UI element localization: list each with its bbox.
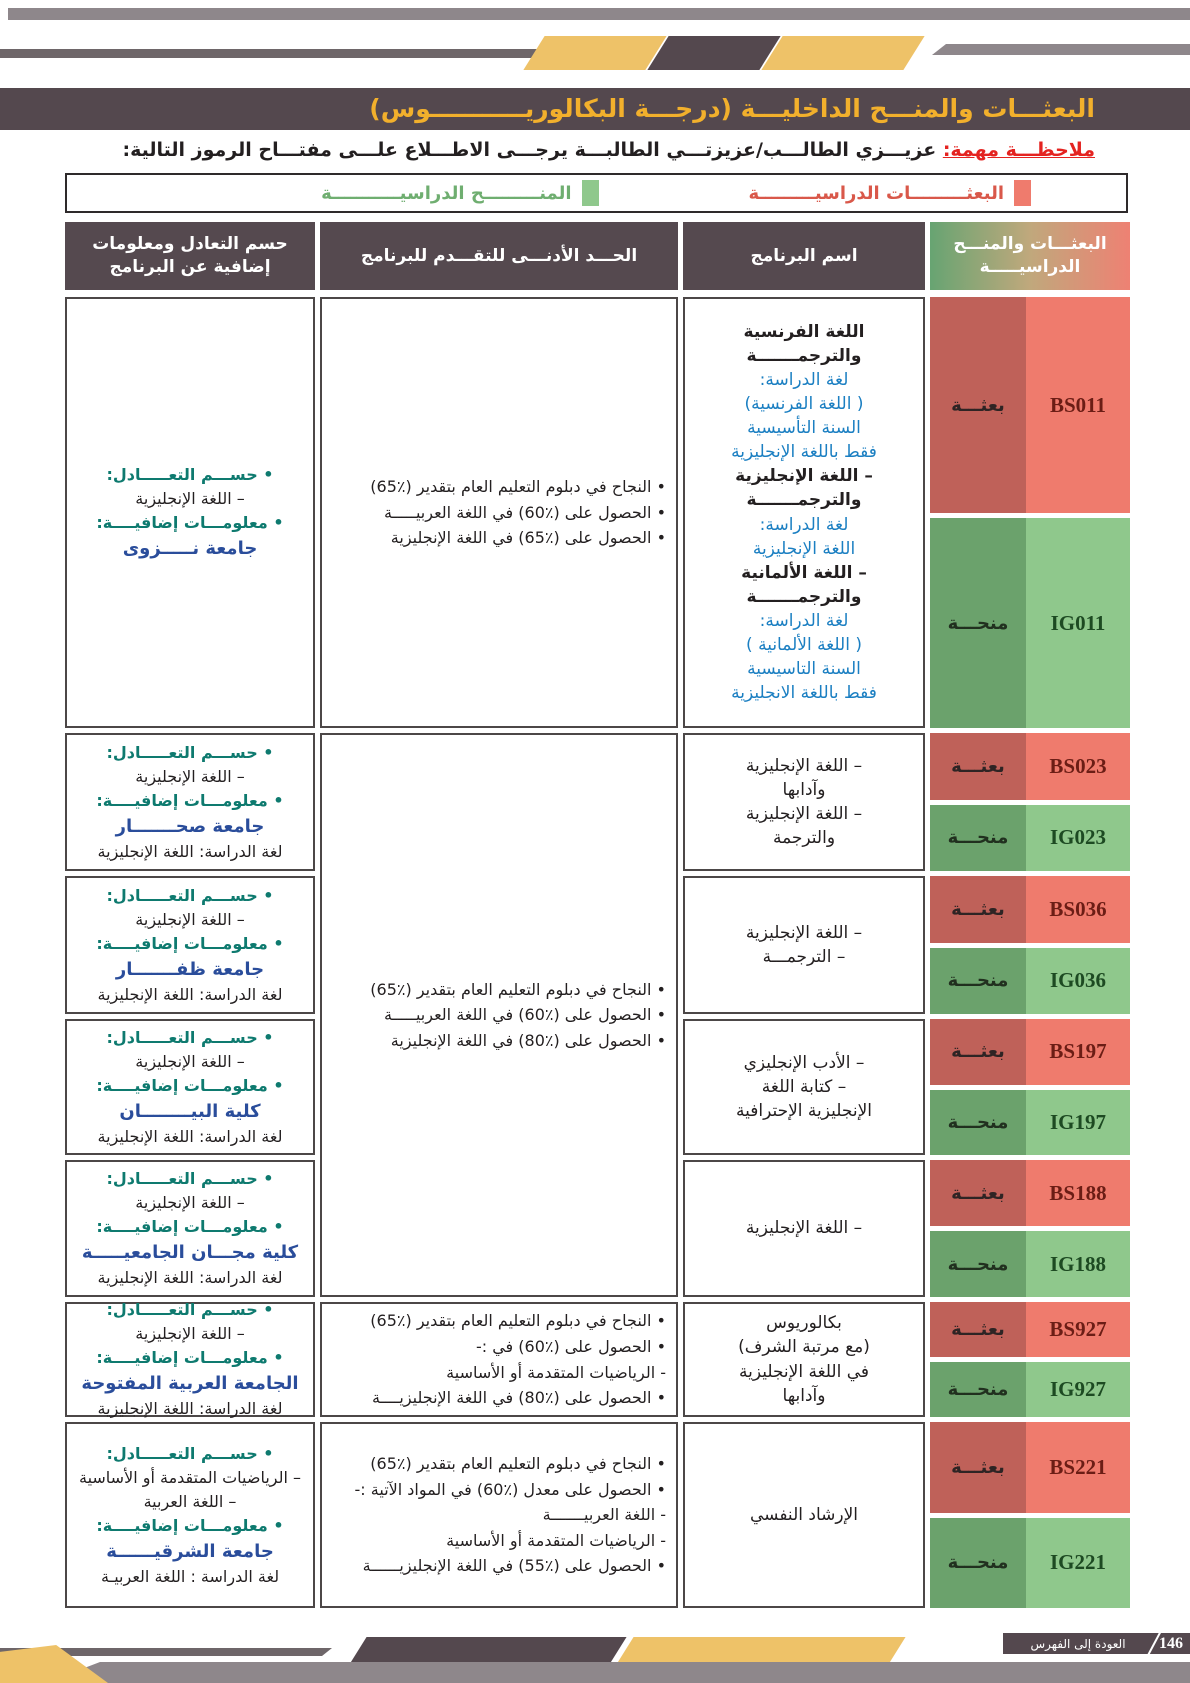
equivalency-info-cell xyxy=(65,733,315,871)
text-line: • معلومـــات إضافيــــة: xyxy=(96,1217,284,1236)
scholarship-legend-label: البعثـــــــــات الدراسيـــــــــة xyxy=(748,182,1004,204)
text-line: - الرياضيات المتقدمة أو الأساسية xyxy=(446,1362,666,1382)
code-value: IG927 xyxy=(1026,1362,1130,1417)
text-line: والترجمـــــــة xyxy=(746,586,862,607)
minimum-requirements-cell xyxy=(320,297,678,728)
text-line: الجامعة العربية المفتوحة xyxy=(81,1373,299,1394)
legend-item-scholarship xyxy=(749,180,1031,206)
text-line: جامعة صحـــــــار xyxy=(115,815,265,837)
header-codes-line1: البعثـــات والمنـــح xyxy=(953,234,1107,255)
note-text: عزيـــزي الطالـــب/عزيزتـــي الطالبـــة يرجـــى الاطـــلاع علـــى مفتـــاح الرموز التالية: xyxy=(122,139,943,161)
text-line: • الحصول على (٪60) في :- xyxy=(475,1336,666,1356)
table-body xyxy=(65,297,1130,1608)
code-type-label: منحـــة xyxy=(930,518,1026,728)
code-value: BS011 xyxy=(1026,297,1130,513)
scholarship-code-block xyxy=(930,1422,1130,1513)
text-line: • النجاح في دبلوم التعليم العام بتقدير (٪65) xyxy=(370,1311,666,1331)
text-line: ( اللغة الفرنسية) xyxy=(744,393,864,414)
equivalency-info-cell xyxy=(65,1160,315,1297)
top-yellow-parallelogram-2 xyxy=(761,36,924,70)
code-type-label: بعثـــة xyxy=(930,297,1026,513)
text-line: – اللغة الإنجليزية xyxy=(135,1324,245,1343)
code-value: IG188 xyxy=(1026,1231,1130,1297)
text-line: • النجاح في دبلوم التعليم العام بتقدير (٪65) xyxy=(370,1454,666,1474)
text-line: • معلومـــات إضافيــــة: xyxy=(96,1515,284,1535)
code-type-label: بعثـــة xyxy=(930,1302,1026,1357)
text-line: – اللغة الإنجليزية xyxy=(135,489,245,508)
text-line: – اللغة الإنجليزية xyxy=(735,466,873,487)
codes-cell xyxy=(930,1160,1130,1297)
text-line: لغة الدراسة: اللغة الإنجليزية xyxy=(97,1268,283,1287)
page-title: البعثـــات والمنـــح الداخليـــة (درجـــة البكالوريـــــــــــوس) xyxy=(0,88,1190,130)
text-line: لغة الدراسة: اللغة الإنجليزية xyxy=(97,841,283,861)
code-type-label: بعثـــة xyxy=(930,1422,1026,1513)
page-number: 146 xyxy=(1159,1634,1183,1652)
program-name-cell xyxy=(683,733,925,871)
text-line: • الحصول على (٪80) في اللغة الإنجليزيــــة xyxy=(372,1388,666,1408)
header-program-column: اسم البرنامج xyxy=(683,222,925,290)
grant-legend-label: المنـــــــــح الدراسيـــــــــــة xyxy=(321,182,572,204)
text-line: - اللغة العربيـــــــة xyxy=(542,1505,666,1525)
minimum-requirements-cell xyxy=(320,1422,678,1608)
equivalency-info-cell xyxy=(65,1302,315,1417)
text-line: • الحصول على (٪80) في اللغة الإنجليزية xyxy=(390,1030,666,1050)
text-line: وآدابها xyxy=(782,1385,826,1406)
text-line: – اللغة الإنجليزية xyxy=(135,766,245,786)
text-line: • حســـم التعـــــادل: xyxy=(106,1300,274,1319)
text-line: – اللغة الإنجليزية xyxy=(745,755,863,776)
text-line: – اللغة الإنجليزية xyxy=(745,922,863,943)
text-line: – اللغة الإنجليزية xyxy=(745,1218,863,1239)
text-line: والترجمـــــــة xyxy=(746,345,862,366)
scholarship-code-block xyxy=(930,297,1130,513)
scholarship-code-block xyxy=(930,1302,1130,1357)
code-type-label: منحـــة xyxy=(930,1090,1026,1156)
text-line: – اللغة الإنجليزية xyxy=(135,1051,245,1071)
legend-box xyxy=(65,173,1128,213)
grant-code-block xyxy=(930,1090,1130,1156)
grant-code-block xyxy=(930,518,1130,728)
text-line: – اللغة العربية xyxy=(143,1491,237,1511)
text-line: • معلومـــات إضافيــــة: xyxy=(96,1348,284,1367)
text-line: • الحصول على (٪60) في اللغة العربيـــــة xyxy=(383,1005,666,1025)
code-type-label: بعثـــة xyxy=(930,1160,1026,1226)
text-line: – الأدب الإنجليزي xyxy=(743,1052,865,1073)
code-value: IG197 xyxy=(1026,1090,1130,1156)
text-line: والترجمـــــــة xyxy=(746,490,862,511)
text-line: جامعة ظفـــــــار xyxy=(115,958,265,980)
text-line: كلية البيــــــــان xyxy=(119,1100,261,1122)
text-line: • الحصول على (٪60) في اللغة العربيـــــة xyxy=(383,502,666,522)
text-line: • النجاح في دبلوم التعليم العام بتقدير (٪65) xyxy=(370,979,666,999)
text-line: • حســـم التعـــــادل: xyxy=(106,885,274,905)
equivalency-info-cell xyxy=(65,1422,315,1608)
text-line: • معلومـــات إضافيــــة: xyxy=(96,790,284,810)
text-line: السنة التاسيسية xyxy=(747,659,861,680)
program-name-cell xyxy=(683,1160,925,1297)
code-type-label: منحـــة xyxy=(930,1362,1026,1417)
code-value: IG036 xyxy=(1026,948,1130,1015)
text-line: – كتابة اللغة xyxy=(761,1076,847,1097)
grant-code-block xyxy=(930,1231,1130,1297)
text-line: الإنجليزية الإحترافية xyxy=(735,1101,873,1122)
text-line: – اللغة الإنجليزية xyxy=(135,909,245,929)
text-line: لغة الدراسة: اللغة الإنجليزية xyxy=(97,984,283,1004)
equivalency-info-cell xyxy=(65,1019,315,1155)
text-line: كلية مجـــان الجامعيـــــة xyxy=(81,1242,299,1263)
program-name-cell xyxy=(683,1302,925,1417)
code-value: BS927 xyxy=(1026,1302,1130,1357)
text-line: والترجمة xyxy=(772,828,836,849)
code-type-label: منحـــة xyxy=(930,948,1026,1015)
code-type-label: منحـــة xyxy=(930,805,1026,872)
code-type-label: بعثـــة xyxy=(930,1019,1026,1085)
code-value: IG221 xyxy=(1026,1518,1130,1609)
text-line: اللغة الإنجليزية xyxy=(752,538,856,559)
program-name-cell xyxy=(683,1422,925,1608)
text-line: • الحصول على (٪55) في اللغة الإنجليزيــــــة xyxy=(362,1556,666,1576)
text-line: • حســـم التعـــــادل: xyxy=(106,465,274,484)
header-codes-line2: الدراسيـــــة xyxy=(979,257,1081,277)
codes-cell xyxy=(930,1019,1130,1155)
table-header xyxy=(65,222,1130,290)
scholarship-code-block xyxy=(930,876,1130,943)
text-line: السنة التأسيسية xyxy=(747,418,861,438)
text-line: – اللغة الألمانية xyxy=(741,562,867,583)
text-line: فقط باللغة الانجليزية xyxy=(731,683,877,704)
text-line: – اللغة الإنجليزية xyxy=(745,804,863,824)
text-line: – الترجمـــة xyxy=(762,947,846,967)
text-line: • معلومـــات إضافيــــة: xyxy=(96,1075,284,1095)
header-codes-column xyxy=(930,222,1130,290)
code-value: BS036 xyxy=(1026,876,1130,943)
grant-code-block xyxy=(930,948,1130,1015)
text-line: • الحصول على (٪65) في اللغة الإنجليزية xyxy=(390,528,666,548)
scholarship-color-swatch xyxy=(1014,180,1031,206)
text-line: لغة الدراسة: اللغة الإنجليزية xyxy=(97,1399,283,1418)
text-line: • معلومـــات إضافيــــة: xyxy=(96,513,284,532)
minimum-requirements-cell xyxy=(320,733,678,1297)
header-info-line1: حسم التعادل ومعلومات xyxy=(92,234,288,255)
top-purple-parallelogram xyxy=(647,36,780,70)
text-line: لغة الدراسة: xyxy=(759,611,849,631)
code-value: BS221 xyxy=(1026,1422,1130,1513)
text-line: • حســـم التعـــــادل: xyxy=(106,1027,274,1047)
top-thin-bar xyxy=(0,49,557,58)
text-line: (مع مرتبة الشرف) xyxy=(738,1337,870,1358)
text-line: • النجاح في دبلوم التعليم العام بتقدير (٪65) xyxy=(370,477,666,497)
grant-color-swatch xyxy=(582,180,599,206)
code-value: BS197 xyxy=(1026,1019,1130,1085)
scholarship-code-block xyxy=(930,1160,1130,1226)
text-line: – اللغة الإنجليزية xyxy=(135,1193,245,1212)
top-gray-bar xyxy=(8,8,1190,20)
minimum-requirements-cell xyxy=(320,1302,678,1417)
text-line: - الرياضيات المتقدمة أو الأساسية xyxy=(446,1530,666,1550)
text-line: اللغة الفرنسية xyxy=(743,321,865,342)
text-line: فقط باللغة الإنجليزية xyxy=(731,442,877,463)
equivalency-info-cell xyxy=(65,876,315,1014)
top-yellow-parallelogram-1 xyxy=(523,36,666,70)
code-type-label: بعثـــة xyxy=(930,733,1026,800)
codes-cell xyxy=(930,1422,1130,1608)
program-name-cell xyxy=(683,1019,925,1155)
back-to-index-button[interactable] xyxy=(1003,1633,1190,1654)
text-line: وآدابها xyxy=(782,779,826,800)
text-line: • حســـم التعـــــادل: xyxy=(106,1169,274,1188)
code-type-label: منحـــة xyxy=(930,1231,1026,1297)
code-value: IG011 xyxy=(1026,518,1130,728)
code-value: BS188 xyxy=(1026,1160,1130,1226)
code-value: IG023 xyxy=(1026,805,1130,872)
grant-code-block xyxy=(930,1518,1130,1609)
text-line: جامعة الشرقيــــــة xyxy=(106,1540,274,1562)
text-line: • حســـم التعـــــادل: xyxy=(106,1443,274,1463)
code-value: BS023 xyxy=(1026,733,1130,800)
text-line: في اللغة الإنجليزية xyxy=(738,1361,870,1382)
legend-item-grant xyxy=(321,180,598,206)
code-type-label: منحـــة xyxy=(930,1518,1026,1609)
text-line: • معلومـــات إضافيــــة: xyxy=(96,933,284,953)
codes-cell xyxy=(930,297,1130,728)
back-to-index-label: العودة إلى الفهرس xyxy=(1030,1636,1126,1651)
text-line: • حســـم التعـــــادل: xyxy=(106,742,274,762)
header-info-line2: إضافية عن البرنامج xyxy=(109,257,271,277)
program-name-cell xyxy=(683,876,925,1014)
text-line: • الحصول على معدل (٪60) في المواد الآتية :- xyxy=(354,1479,666,1499)
text-line: – الرياضيات المتقدمة أو الأساسية xyxy=(78,1467,302,1487)
text-line: الإرشاد النفسي xyxy=(750,1504,858,1525)
grant-code-block xyxy=(930,805,1130,872)
text-line: لغة الدراسة : اللغة العربيـة xyxy=(100,1566,280,1586)
scholarship-code-block xyxy=(930,1019,1130,1085)
scholarship-code-block xyxy=(930,733,1130,800)
text-line: لغة الدراسة: xyxy=(759,369,849,390)
code-type-label: بعثـــة xyxy=(930,876,1026,943)
important-note xyxy=(40,139,1095,161)
text-line: بكالوريوس xyxy=(766,1313,842,1334)
program-name-cell xyxy=(683,297,925,728)
header-info-column xyxy=(65,222,315,290)
codes-cell xyxy=(930,1302,1130,1417)
footer-gray-bar xyxy=(45,1662,1190,1683)
text-line: لغة الدراسة: xyxy=(759,514,849,535)
top-gray-right-bar xyxy=(932,44,1190,55)
codes-cell xyxy=(930,733,1130,871)
header-minimum-column: الحـــد الأدنـــى للتقـــدم للبرنامج xyxy=(320,222,678,290)
equivalency-info-cell xyxy=(65,297,315,728)
text-line: لغة الدراسة: اللغة الإنجليزية xyxy=(97,1126,283,1146)
note-label: ملاحظـــة مهمة: xyxy=(942,139,1095,161)
text-line: جامعة نـــــزوى xyxy=(122,538,258,559)
text-line: ( اللغة الألمانية ) xyxy=(746,635,862,656)
grant-code-block xyxy=(930,1362,1130,1417)
codes-cell xyxy=(930,876,1130,1014)
